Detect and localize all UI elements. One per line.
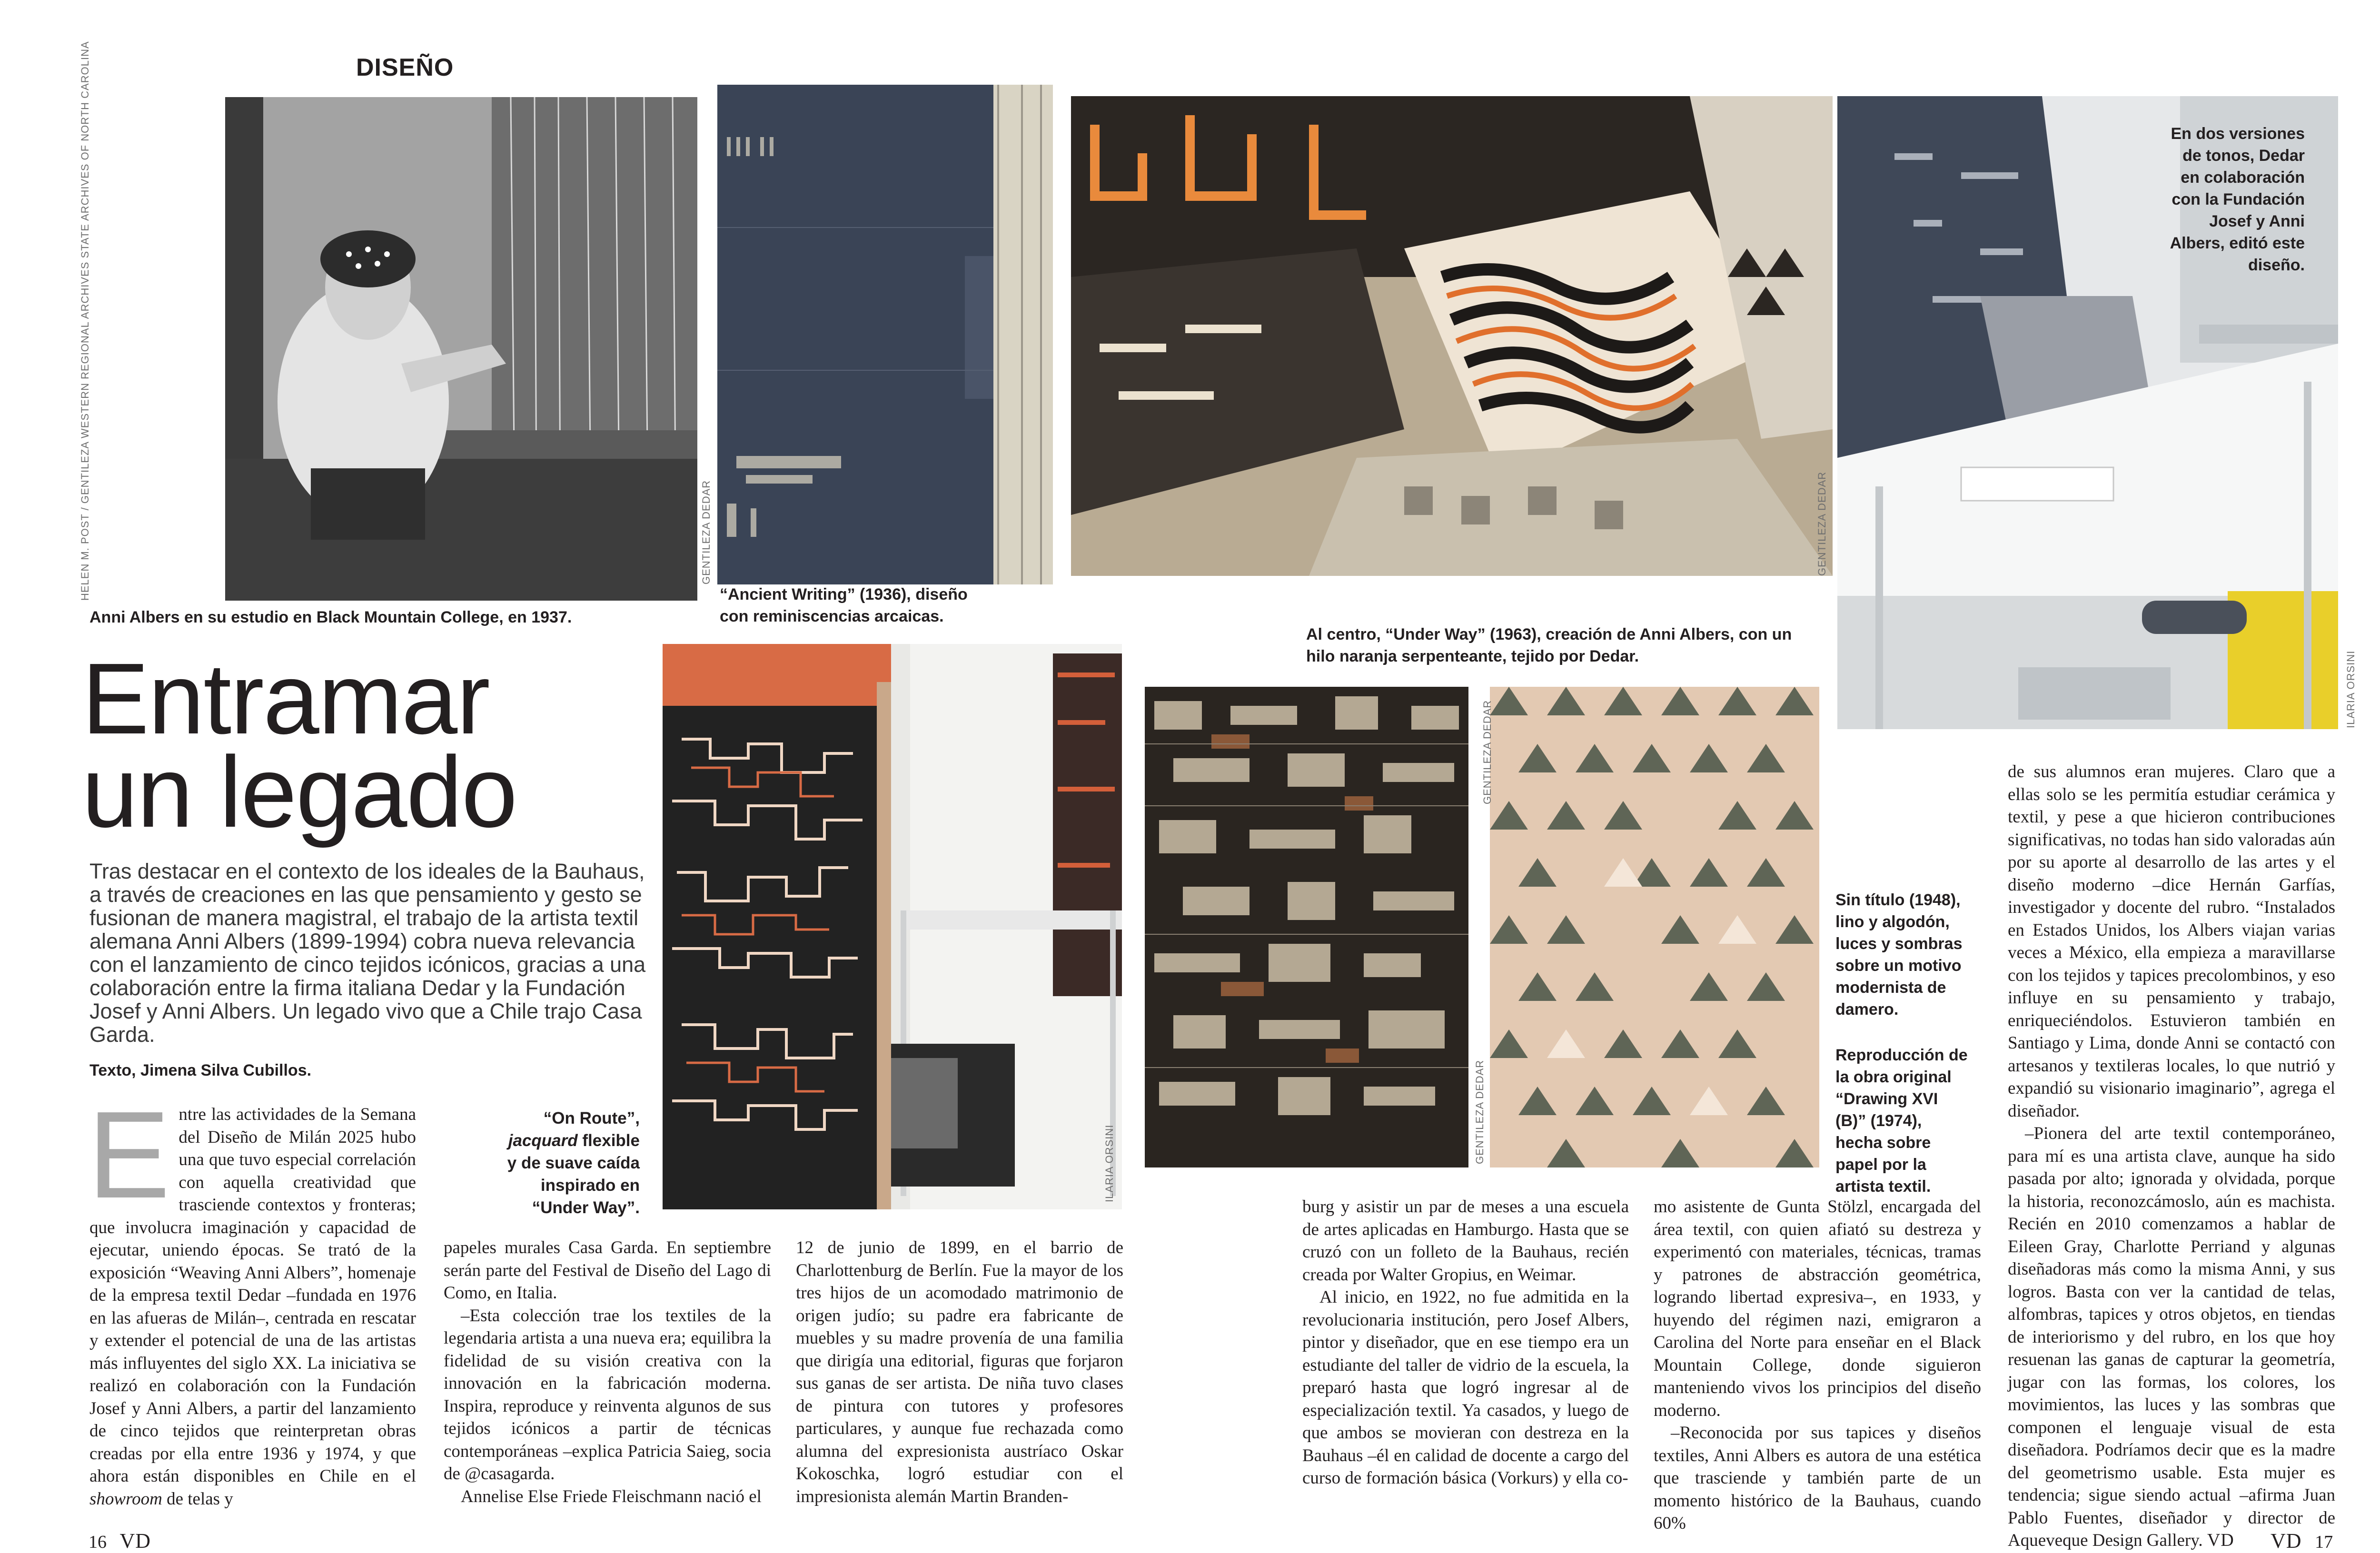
col2-paragraph-3: Annelise Else Friede Fleischmann nació el bbox=[461, 1486, 762, 1506]
caption-versions: En dos versiones de tonos, Dedar en colaboración con la Fundación Josef y Anni Albers, editó este diseño. bbox=[2170, 125, 2305, 274]
pull-quote-italic: jacquard bbox=[508, 1131, 578, 1150]
col1-paragraph-1-end: de telas y bbox=[167, 1489, 233, 1509]
drop-cap: E bbox=[88, 1086, 170, 1224]
caption-albers: Anni Albers en su estudio en Black Mountain College, en 1937. bbox=[89, 608, 572, 626]
page-number-right bbox=[2271, 1529, 2333, 1553]
col4-paragraph-2: Al inicio, en 1922, no fue admitida en la revolucionaria institución, pero Josef Albers, pintor y diseñador, que en ese tiempo era un estudiante del taller de vidrio de la escuela, la preparó hasta que logró ingresar al de especialización textil. Ya casados, y luego de que ambos se movieran con destreza en la Bauhaus –él en calidad de docente a cargo del curso de formación básica (Vorkurs) y ella co- bbox=[1302, 1287, 1629, 1488]
pull-quote bbox=[502, 1107, 640, 1219]
col6-paragraph-1: de sus alumnos eran mujeres. Claro que a ellas solo se les permitía estudiar cerámica y textil, y pese a que hicieron contribuciones significativas, no todas han sido valoradas aún por su aporte al desarrollo de las artes y el diseño moderno –dice Hernán Garfías, investigador y docente del rubro. “Instalados en Estados Unidos, los Albers viajan varias veces a México, ella empieza a maravillarse con los tejidos y tapices precolombinos, y eso influye en su pensamiento y trabajo, enriqueciéndolos. Estuvieron también en Santiago y Lima, donde Anni se contactó con artesanos y textileras locales, lo que nutrió y expandió su visionario imaginario”, agrega el diseñador. bbox=[2008, 762, 2335, 1121]
photo-credit-orsini-1: ILARIA ORSINI bbox=[1103, 1124, 1115, 1202]
col3-paragraph-1: 12 de junio de 1899, en el barrio de Charlottenburg de Berlín. Fue la mayor de los tres hijos de un acomodado matrimonio de origen judío; su padre era fabricante de muebles y su madre provenía de una familia que dirigía una editorial, figuras que forjaron sus ganas de ser artista. De niña tuvo clases de pintura con tutores y profesores particulares, y aunque fue rechazada como alumna del expresionista austríaco Oskar Kokoschka, logró estudiar con el impresionista alemán Martin Branden- bbox=[796, 1238, 1123, 1506]
photo-credit-fabric-b: GENTILEZA DEDAR bbox=[1481, 700, 1493, 804]
body-column-2 bbox=[444, 1236, 771, 1508]
body-column-4 bbox=[1302, 1196, 1629, 1490]
caption-drawing: Reproducción de la obra original “Drawing XVI (B)” (1974), hecha sobre papel por la artista textil. bbox=[1835, 1046, 1968, 1196]
article-title bbox=[82, 642, 653, 848]
photo-ancient-writing bbox=[717, 85, 1053, 584]
folio-number-left: 16 bbox=[89, 1532, 107, 1552]
body-column-1 bbox=[88, 1086, 416, 1510]
photo-credit-ancient: GENTILEZA DEDAR bbox=[700, 480, 712, 584]
col4-paragraph-1: burg y asistir un par de meses a una escuela de artes aplicadas en Hamburgo. Hasta que se cruzó con un folleto de la Bauhaus, recién creada por Walter Gropius, en Weimar. bbox=[1302, 1197, 1629, 1285]
magazine-logo-right: VD bbox=[2271, 1529, 2302, 1553]
photo-credit-orsini-2: ILARIA ORSINI bbox=[2345, 650, 2357, 728]
photo-fabric-checker bbox=[1145, 687, 1468, 1167]
title-line-2: un legado bbox=[82, 735, 517, 848]
body-column-6 bbox=[2008, 761, 2335, 1552]
caption-under-way: Al centro, “Under Way” (1963), creación de Anni Albers, con un hilo naranja serpenteante, tejido por Dedar. bbox=[1306, 625, 1792, 665]
col2-paragraph-1: papeles murales Casa Garda. En septiembre serán parte del Festival de Diseño del Lago di Como, en Italia. bbox=[444, 1238, 771, 1303]
col5-paragraph-1: mo asistente de Gunta Stölzl, encargada del área textil, con quien afiató su destreza y experimentó con materiales, técnicas, tramas y patrones de abstracción geométrica, logrando libertad expresiva–, en 1933, y huyendo del régimen nazi, emigraron a Carolina del Norte para enseñar en el Black Mountain College, donde siguieron manteniendo vivos los principios del diseño moderno. bbox=[1654, 1197, 1981, 1420]
article-lede: Tras destacar en el contexto de los ideales de la Bauhaus, a través de creaciones en las que pensamiento y gesto se fusionan de manera magistral, el trabajo de la artista textil alemana Anni Albers (1899-1994) cobra nueva relevancia con el lanzamiento de cinco tejidos icónicos, gracias a una colaboración entre la firma italiana Dedar y la Fundación Josef y Anni Albers. Un legado vivo que a Chile trajo Casa Garda. bbox=[89, 859, 646, 1047]
col1-paragraph-1: ntre las actividades de la Semana del Diseño de Milán 2025 hubo una que tuvo especial correlación con aquella creatividad que trasciende contextos y fronteras; que involucra imaginación y capacidad de ejecutar, uniendo épocas. Se trató de la exposición “Weaving Anni Albers”, homenaje de la empresa textil Dedar –fundada en 1976 en las afueras de Milán–, centrada en rescatar y extender el potencial de una de las artistas más influyentes del siglo XX. La iniciativa se realizó en colaboración con la Fundación Josef y Anni Albers, a partir del lanzamiento de cinco tejidos que reinterpretan obras creadas por ella entre 1936 y 1974, y que ahora están disponibles en Chile en el bbox=[89, 1105, 416, 1486]
col1-showroom: showroom bbox=[89, 1489, 162, 1509]
caption-ancient: “Ancient Writing” (1936), diseño con reminiscencias arcaicas. bbox=[720, 585, 968, 625]
photo-fabric-triangles bbox=[1490, 687, 1819, 1167]
title-line-1: Entramar bbox=[82, 642, 489, 755]
photo-under-way bbox=[1071, 96, 1833, 576]
caption-sin-titulo: Sin título (1948), lino y algodón, luces y sombras sobre un motivo modernista de damero. bbox=[1835, 891, 1963, 1019]
photo-credit-fabric-a: GENTILEZA DEDAR bbox=[1474, 1059, 1486, 1164]
page-number-left bbox=[89, 1529, 151, 1553]
photo-credit-underway: GENTILEZA DEDAR bbox=[1816, 471, 1828, 576]
body-column-3 bbox=[796, 1236, 1123, 1508]
section-label: DISEÑO bbox=[356, 54, 454, 81]
magazine-logo-left: VD bbox=[119, 1529, 151, 1553]
body-column-5 bbox=[1654, 1196, 1981, 1535]
col6-paragraph-2: –Pionera del arte textil contemporáneo, para mí es una artista clave, aunque ha sido pasada por alto; ignorada y olvidada, porque la historia, reconozcámoslo, aún es machista. Recién en 2010 comenzamos a hablar de Eileen Gray, Charlotte Perriand y algunas diseñadoras más como la misma Anni, y sus logros. Basta con ver la cantidad de telas, alfombras, tapices y otros objetos, en tiendas de interiorismo y del rubro, en los que hoy resuenan las ganas de capturar la geometría, jugar con las formas, los colores, los movimientos, las luces y las sombras que componen el lenguaje visual de esta diseñadora. Podríamos decir que es la madre del geometrismo usable. Esta mujer es tendencia; sigue siendo actual –afirma Juan Pablo Fuentes, diseñador y director de Aqueveque Design Gallery. bbox=[2008, 1124, 2335, 1550]
col5-paragraph-2: –Reconocida por sus tapices y diseños textiles, Anni Albers es autora de una estética que trasciende y también parte de un momento histórico de la Bauhaus, cuando 60% bbox=[1654, 1423, 1981, 1533]
photo-on-route bbox=[663, 644, 1122, 1209]
folio-number-right: 17 bbox=[2315, 1532, 2333, 1552]
photo-credit-albers: HELEN M. POST / GENTILEZA WESTERN REGIONAL ARCHIVES STATE ARCHIVES OF NORTH CAROLINA bbox=[79, 41, 91, 601]
byline: Texto, Jimena Silva Cubillos. bbox=[89, 1061, 312, 1079]
photo-albers-loom bbox=[225, 97, 697, 601]
pull-quote-line2: flexible y de suave caída inspirado en “Under Way”. bbox=[507, 1131, 640, 1217]
col2-paragraph-2: –Esta colección trae los textiles de la legendaria artista a una nueva era; equilibra la fidelidad de su visión creativa con la innovación en la fabricación moderna. Inspira, reproduce y reinventa algunos de sus tejidos icónicos a partir de técnicas contemporáneas –explica Patricia Saieg, socia de @casagarda. bbox=[444, 1306, 771, 1484]
end-mark: VD bbox=[2207, 1530, 2234, 1550]
pull-quote-line1: “On Route”, bbox=[543, 1109, 640, 1128]
